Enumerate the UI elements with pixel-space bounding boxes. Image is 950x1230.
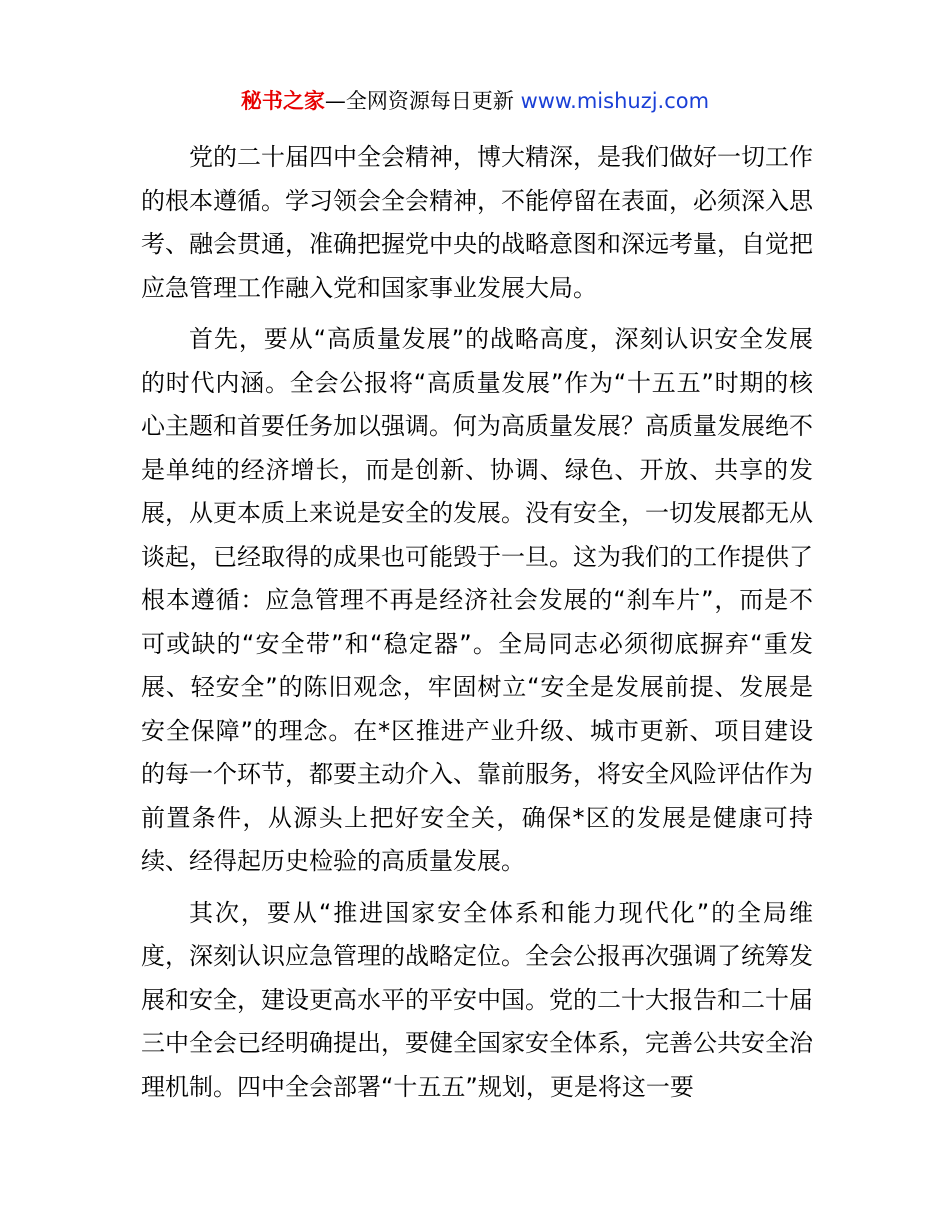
page-header	[0, 86, 950, 116]
website-link[interactable]: www.mishuzj.com	[520, 89, 710, 113]
paragraph-1: 党的二十届四中全会精神，博大精深，是我们做好一切工作的根本遵循。学习领会全会精神，不能停留在表面，必须深入思考、融会贯通，准确把握党中央的战略意图和深远考量，自觉把应急管理工作融入党和国家事业发展大局。	[141, 143, 813, 302]
header-tagline: —全网资源每日更新	[324, 89, 514, 113]
document-body	[141, 136, 813, 1117]
brand-name: 秘书之家	[240, 89, 325, 113]
paragraph-3: 其次，要从“推进国家安全体系和能力现代化”的全局维度，深刻认识应急管理的战略定位。全会公报再次强调了统筹发展和安全，建设更高水平的平安中国。党的二十大报告和二十届三中全会已经明确提出，要健全国家安全体系，完善公共安全治理机制。四中全会部署“十五五”规划，更是将这一要	[141, 898, 813, 1101]
paragraph-2: 首先，要从“高质量发展”的战略高度，深刻认识安全发展的时代内涵。全会公报将“高质量发展”作为“十五五”时期的核心主题和首要任务加以强调。何为高质量发展？高质量发展绝不是单纯的经济增长，而是创新、协调、绿色、开放、共享的发展，从更本质上来说是安全的发展。没有安全，一切发展都无从谈起，已经取得的成果也可能毁于一旦。这为我们的工作提供了根本遵循：应急管理不再是经济社会发展的“刹车片”，而是不可或缺的“安全带”和“稳定器”。全局同志必须彻底摒弃“重发展、轻安全”的陈旧观念，牢固树立“安全是发展前提、发展是安全保障”的理念。在*区推进产业升级、城市更新、项目建设的每一个环节，都要主动介入、靠前服务，将安全风险评估作为前置条件，从源头上把好安全关，确保*区的发展是健康可持续、经得起历史检验的高质量发展。	[141, 325, 813, 875]
